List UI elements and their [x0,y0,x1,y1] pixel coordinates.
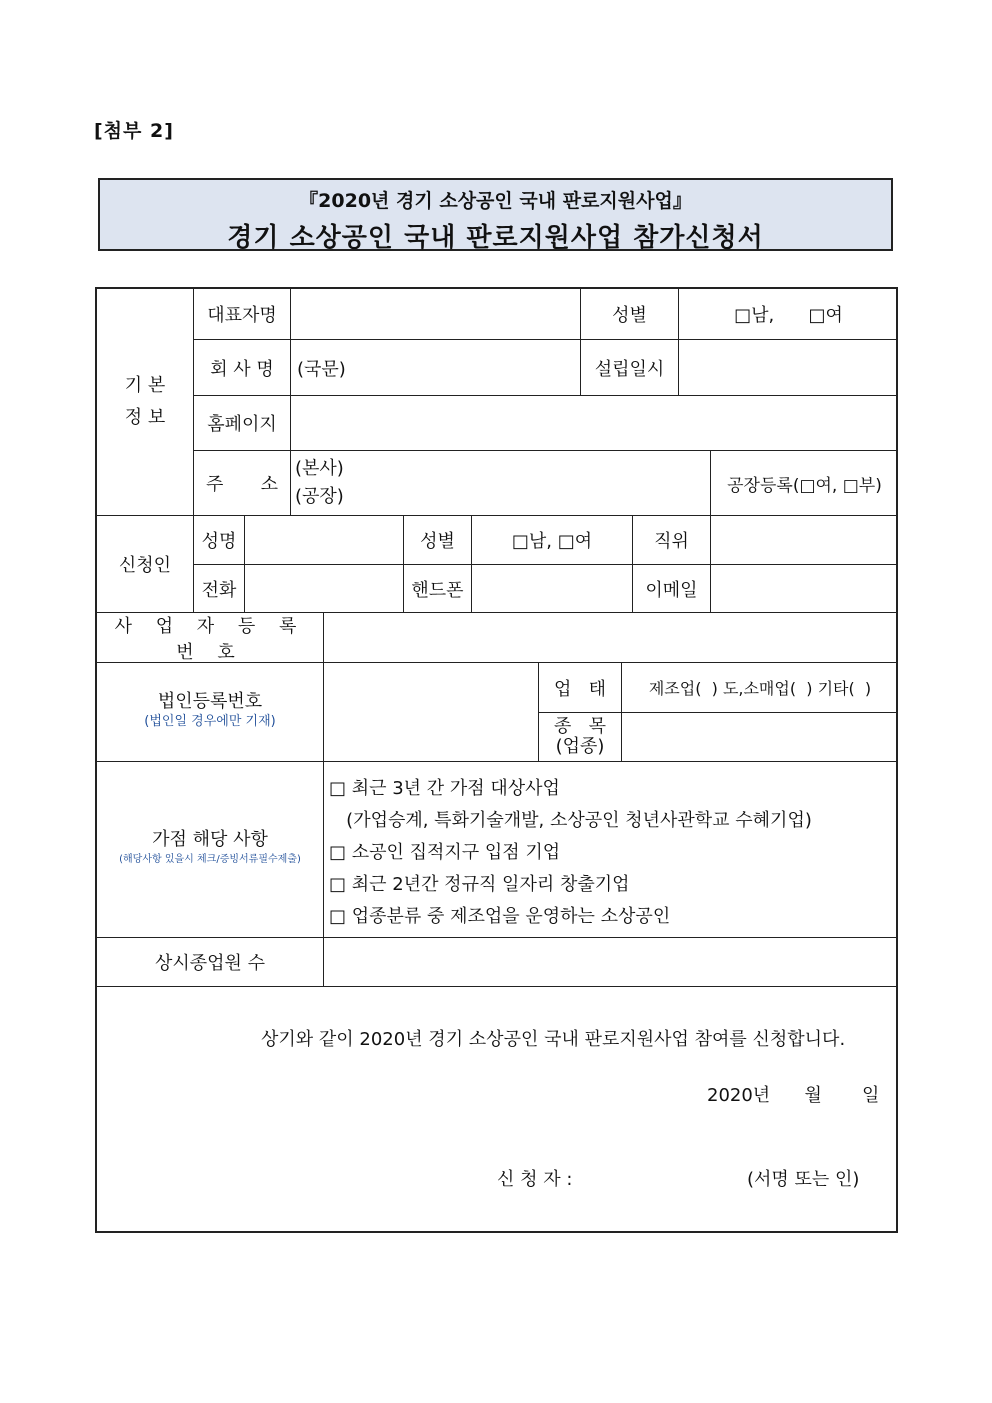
applicant-gender-options[interactable]: □남, □여 [511,531,593,552]
business-type-options[interactable]: 제조업( ) 도,소매업( ) 기타( ) [648,679,872,698]
form-title-box [98,178,893,251]
applicant-phone-field[interactable] [245,565,403,612]
bonus-note: (해당사항 있을시 체크/증빙서류필수제출) [119,853,301,865]
basic-info-section-label [97,289,193,515]
business-type-label: 업 태 [554,678,606,700]
form-title: 경기 소상공인 국내 판로지원사업 참가신청서 [227,223,764,253]
applicant-phone-label: 전화 [201,579,237,601]
business-reg-field[interactable] [324,613,898,662]
item-label-cell [539,713,621,761]
applicant-position-field[interactable] [711,516,898,564]
employees-field[interactable] [324,938,898,986]
applicant-position-label: 직위 [654,531,689,552]
rep-name-label: 대표자명 [207,305,277,326]
date-line[interactable]: 2020년 월 일 [707,1085,880,1106]
applicant-email-field[interactable] [711,565,898,612]
bonus-label-cell [97,762,323,937]
rep-gender-options[interactable]: □남, □여 [734,305,843,326]
homepage-field[interactable] [291,396,898,450]
homepage-label: 홈페이지 [207,414,277,435]
address-factory: (공장) [295,486,344,507]
applicant-name-label: 성명 [201,531,237,552]
employees-label: 상시종업원 수 [154,953,266,974]
bonus-label: 가점 해당 사항 [152,828,268,850]
founded-date-field[interactable] [679,340,898,395]
corp-reg-field[interactable] [324,663,538,761]
bonus-item[interactable]: □ 업종분류 중 제조업을 운영하는 소상공인 [329,906,671,927]
founded-date-label: 설립일시 [594,358,665,380]
applicant-name-field[interactable] [245,516,403,564]
declaration-text: 상기와 같이 2020년 경기 소상공인 국내 판로지원사업 참여를 신청합니다. [261,1029,846,1050]
bonus-item[interactable]: □ 소공인 집적지구 입점 기업 [329,842,561,863]
item-label-sub: (업종) [555,736,605,757]
applicant-email-label: 이메일 [645,579,698,601]
applicant-gender-label: 성별 [420,531,455,552]
applicant-mobile-label: 핸드폰 [411,579,464,601]
signer-label: 신 청 자 : [497,1169,573,1190]
basic-info-label-line1: 기 본 [124,375,166,396]
bonus-item[interactable]: □ 최근 2년간 정규직 일자리 창출기업 [329,874,630,895]
address-field[interactable] [291,451,710,515]
company-name-label: 회 사 명 [210,358,274,380]
address-label-part1: 주 [206,474,224,495]
item-field[interactable] [622,713,898,761]
rep-name-field[interactable] [291,289,580,339]
company-name-field[interactable]: (국문) [297,358,346,380]
item-label: 종 목 [554,716,606,737]
address-label-part2: 소 [260,474,278,495]
applicant-section-label: 신청인 [118,555,172,576]
address-hq: (본사) [295,458,344,479]
factory-registration[interactable]: 공장등록(□여, □부) [727,475,882,496]
business-reg-label: 사 업 자 등 록 번 호 [114,615,306,663]
bonus-item[interactable]: □ 최근 3년 간 가점 대상사업 [329,778,560,799]
application-form [95,287,898,1233]
corp-reg-label: 법인등록번호 [157,691,263,712]
form-subtitle: 『2020년 경기 소상공인 국내 판로지원사업』 [299,190,692,212]
corp-reg-note: (법인일 경우에만 기재) [144,714,276,729]
applicant-mobile-field[interactable] [472,565,632,612]
rep-gender-label: 성별 [612,305,647,326]
corp-reg-label-cell [97,663,323,761]
basic-info-label-line2: 정 보 [124,407,166,428]
address-label [194,451,290,515]
attachment-label: [첨부 2] [94,120,174,142]
bonus-checklist [329,773,812,933]
bonus-item-detail: (가업승계, 특화기술개발, 소상공인 청년사관학교 수혜기업) [329,810,812,831]
signature-note[interactable]: (서명 또는 인) [747,1169,860,1190]
